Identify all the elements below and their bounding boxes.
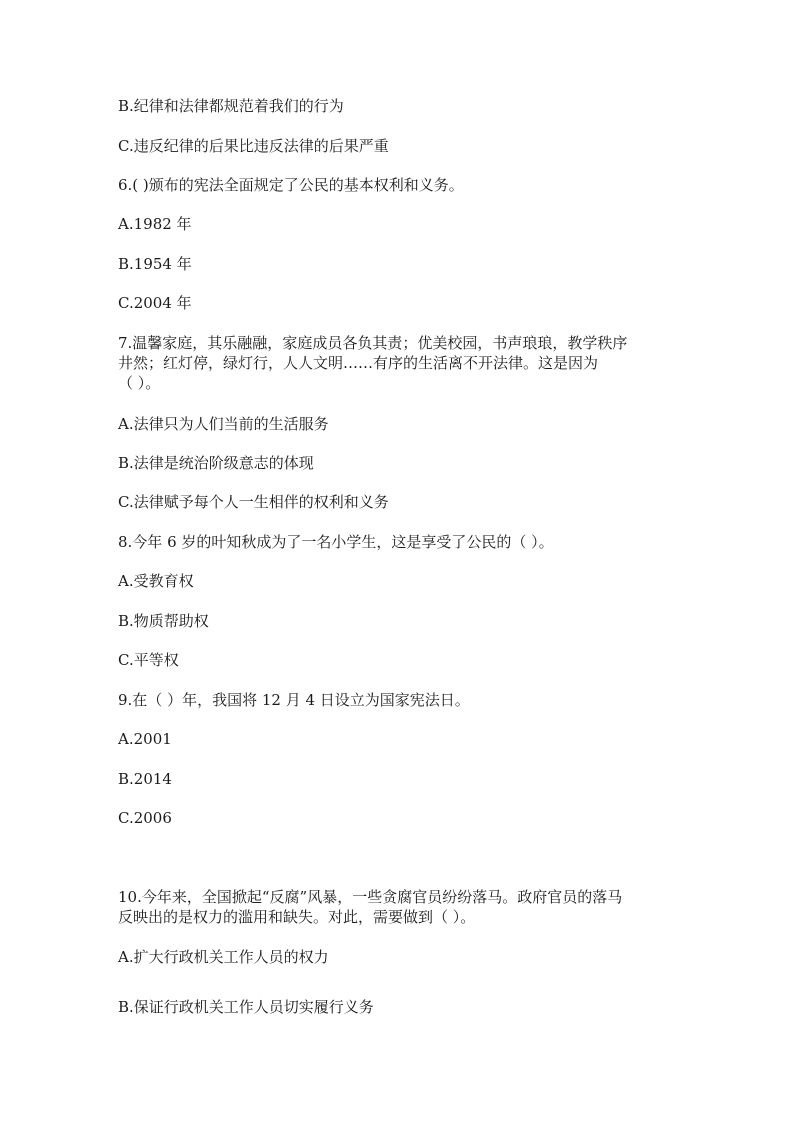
q8-option-b: B.物质帮助权	[118, 612, 209, 630]
q9-option-c: C.2006	[118, 809, 172, 827]
q10-stem-line2: 反映出的是权力的滥用和缺失。对此，需要做到（ ）。	[118, 908, 476, 926]
q10-option-b: B.保证行政机关工作人员切实履行义务	[118, 998, 374, 1016]
q6-option-b: B.1954 年	[118, 255, 192, 273]
q7-stem-line2: 井然；红灯停，绿灯行，人人文明……有序的生活离不开法律。这是因为	[118, 354, 599, 372]
q6-option-c: C.2004 年	[118, 294, 192, 312]
q7-stem-line3: （ ）。	[118, 374, 161, 392]
q7-stem-line1: 7.温馨家庭，其乐融融，家庭成员各负其责；优美校园，书声琅琅，教学秩序	[118, 334, 628, 352]
q5-option-b: B.纪律和法律都规范着我们的行为	[118, 97, 344, 115]
q10-stem-line1: 10.今年来，全国掀起“反腐”风暴，一些贪腐官员纷纷落马。政府官员的落马	[118, 888, 623, 906]
q6-stem: 6.( )颁布的宪法全面规定了公民的基本权利和义务。	[118, 176, 464, 194]
q9-option-a: A.2001	[118, 730, 172, 748]
q5-option-c: C.违反纪律的后果比违反法律的后果严重	[118, 137, 389, 155]
q7-option-b: B.法律是统治阶级意志的体现	[118, 454, 314, 472]
q9-option-b: B.2014	[118, 770, 172, 788]
q8-stem: 8.今年 6 岁的叶知秋成为了一名小学生，这是享受了公民的（ ）。	[118, 533, 554, 551]
q10-option-a: A.扩大行政机关工作人员的权力	[118, 948, 329, 966]
q7-option-c: C.法律赋予每个人一生相伴的权利和义务	[118, 493, 389, 511]
q7-option-a: A.法律只为人们当前的生活服务	[118, 415, 329, 433]
q6-option-a: A.1982 年	[118, 215, 192, 233]
q8-option-c: C.平等权	[118, 651, 179, 669]
q8-option-a: A.受教育权	[118, 572, 194, 590]
q9-stem: 9.在（ ）年，我国将 12 月 4 日设立为国家宪法日。	[118, 691, 470, 709]
